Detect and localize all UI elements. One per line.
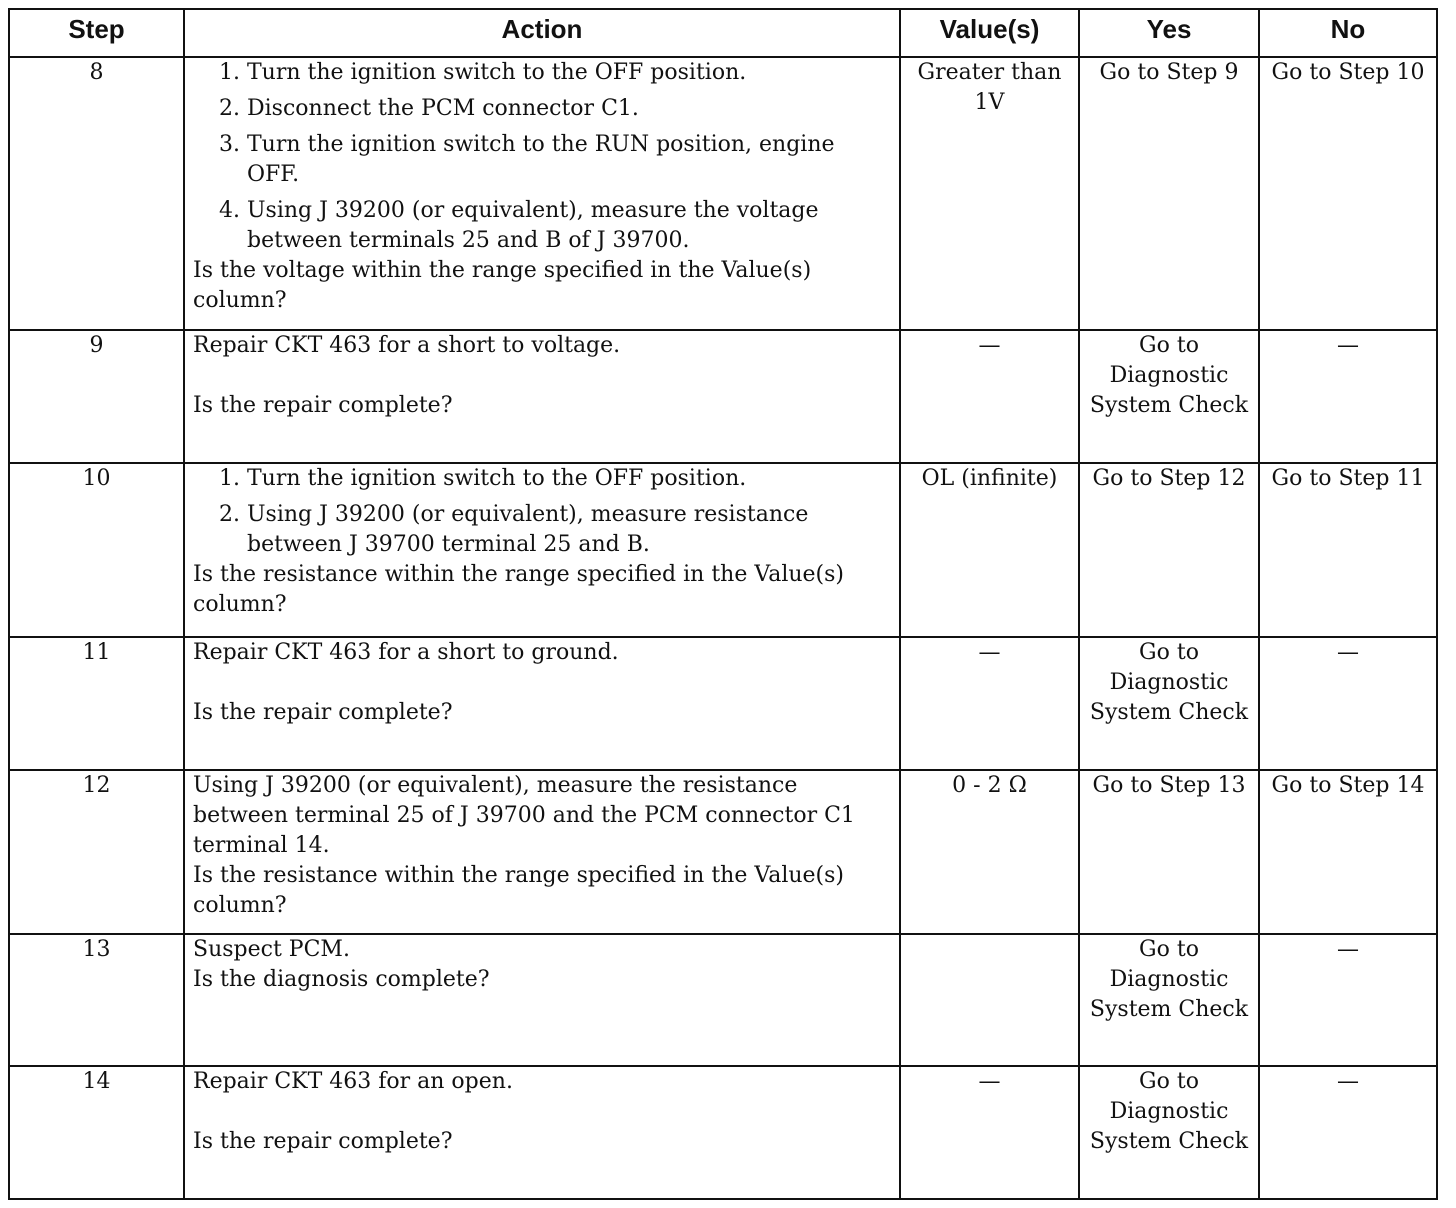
action-steps: [193, 58, 891, 256]
action-text: Repair CKT 463 for a short to ground.: [193, 640, 619, 665]
table-row-step-11: [9, 637, 1437, 770]
action-step: 2. Disconnect the PCM connector C1.: [247, 94, 891, 124]
value-cell: —: [900, 637, 1079, 770]
action-question: Is the voltage within the range specified in the Value(s) column?: [193, 258, 812, 313]
no-cell: Go to Step 10: [1259, 57, 1437, 330]
yes-cell: Go to Diagnostic System Check: [1079, 637, 1259, 770]
header-yes: Yes: [1079, 9, 1259, 57]
no-cell: —: [1259, 934, 1437, 1066]
action-step: 1. Turn the ignition switch to the OFF position.: [247, 464, 891, 494]
yes-cell: Go to Step 13: [1079, 770, 1259, 934]
yes-cell: Go to Diagnostic System Check: [1079, 934, 1259, 1066]
action-question: Is the resistance within the range specified in the Value(s) column?: [193, 562, 845, 617]
step-number: 11: [9, 637, 184, 770]
table-row-step-12: [9, 770, 1437, 934]
header-values: Value(s): [900, 9, 1079, 57]
step-number: 10: [9, 463, 184, 637]
action-question: Is the repair complete?: [193, 393, 453, 418]
action-cell: [184, 1066, 900, 1199]
action-step: 2. Using J 39200 (or equivalent), measure resistance between J 39700 terminal 25 and B.: [247, 500, 891, 560]
no-cell: Go to Step 11: [1259, 463, 1437, 637]
action-text: Repair CKT 463 for a short to voltage.: [193, 333, 621, 358]
action-text: Suspect PCM.: [193, 937, 350, 962]
action-steps: [193, 464, 891, 560]
table-row-step-8: [9, 57, 1437, 330]
table-row-step-14: [9, 1066, 1437, 1199]
no-cell: Go to Step 14: [1259, 770, 1437, 934]
step-number: 14: [9, 1066, 184, 1199]
value-cell: 0 - 2 Ω: [900, 770, 1079, 934]
action-question: Is the repair complete?: [193, 700, 453, 725]
action-question: Is the repair complete?: [193, 1129, 453, 1154]
diagnostic-table: [8, 8, 1438, 1200]
action-step: 1. Turn the ignition switch to the OFF position.: [247, 58, 891, 88]
step-number: 12: [9, 770, 184, 934]
action-text: Using J 39200 (or equivalent), measure the resistance between terminal 25 of J 39700 and the PCM connector C1 terminal 14.: [193, 773, 855, 858]
yes-cell: Go to Step 9: [1079, 57, 1259, 330]
yes-cell: Go to Diagnostic System Check: [1079, 1066, 1259, 1199]
action-text: Repair CKT 463 for an open.: [193, 1069, 513, 1094]
value-cell: Greater than 1V: [900, 57, 1079, 330]
action-step: 4. Using J 39200 (or equivalent), measure the voltage between terminals 25 and B of J 39700.: [247, 196, 891, 256]
value-cell: OL (infinite): [900, 463, 1079, 637]
action-cell: [184, 770, 900, 934]
action-step: 3. Turn the ignition switch to the RUN position, engine OFF.: [247, 130, 891, 190]
table-row-step-13: [9, 934, 1437, 1066]
action-question: Is the resistance within the range specified in the Value(s) column?: [193, 863, 845, 918]
header-action: Action: [184, 9, 900, 57]
action-question: Is the diagnosis complete?: [193, 967, 490, 992]
no-cell: —: [1259, 330, 1437, 463]
step-number: 9: [9, 330, 184, 463]
header-no: No: [1259, 9, 1437, 57]
header-row: [9, 9, 1437, 57]
yes-cell: Go to Diagnostic System Check: [1079, 330, 1259, 463]
action-cell: [184, 463, 900, 637]
step-number: 13: [9, 934, 184, 1066]
action-cell: [184, 57, 900, 330]
step-number: 8: [9, 57, 184, 330]
value-cell: [900, 934, 1079, 1066]
action-cell: [184, 934, 900, 1066]
action-cell: [184, 637, 900, 770]
value-cell: —: [900, 1066, 1079, 1199]
table-row-step-9: [9, 330, 1437, 463]
header-step: Step: [9, 9, 184, 57]
value-cell: —: [900, 330, 1079, 463]
table-row-step-10: [9, 463, 1437, 637]
no-cell: —: [1259, 1066, 1437, 1199]
yes-cell: Go to Step 12: [1079, 463, 1259, 637]
action-cell: [184, 330, 900, 463]
no-cell: —: [1259, 637, 1437, 770]
